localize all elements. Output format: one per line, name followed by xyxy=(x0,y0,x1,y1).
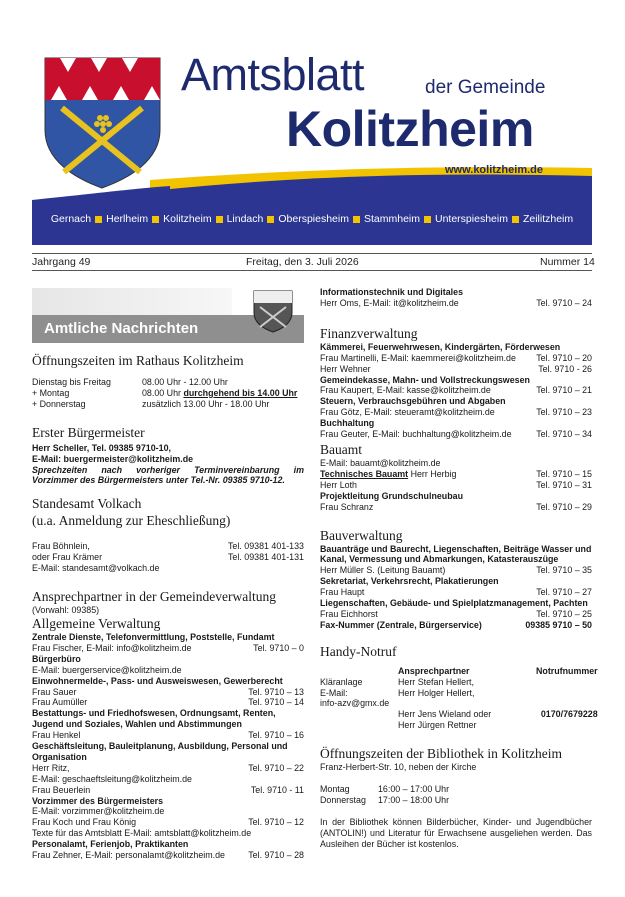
title-kolitzheim: Kolitzheim xyxy=(286,101,534,157)
contact-row xyxy=(32,850,304,861)
contact-row xyxy=(320,480,592,491)
contact-row xyxy=(32,687,304,698)
category-label: Gemeindekasse, Mahn- und Vollstreckungswesen xyxy=(320,374,530,385)
contact-row xyxy=(32,828,304,839)
contact-row xyxy=(32,817,304,828)
contact-row xyxy=(320,609,592,620)
village: Stammheim xyxy=(363,213,420,225)
bib-hours xyxy=(320,784,592,806)
finanz-heading: Finanzverwaltung xyxy=(320,325,418,341)
contact-row xyxy=(320,385,592,396)
divider xyxy=(32,270,592,271)
standesamt-heading: Standesamt Volkach xyxy=(32,496,142,512)
col-header: Ansprechpartner xyxy=(398,665,470,676)
hours-time: 08.00 Uhr xyxy=(142,387,184,398)
issue-date: Freitag, den 3. Juli 2026 xyxy=(246,256,359,268)
standesamt-subheading: (u.a. Anmeldung zur Eheschließung) xyxy=(32,513,231,529)
category-label: Kämmerei, Feuerwehrwesen, Kindergärten, Förderwesen xyxy=(320,341,561,352)
contact-tel: Tel. 9710 – 24 xyxy=(536,297,592,308)
buergermeister-heading: Erster Bürgermeister xyxy=(32,424,145,440)
category-label: Bürgerbüro xyxy=(32,653,81,664)
square-icon xyxy=(152,216,159,223)
hours-time: 08.00 Uhr - 12.00 Uhr xyxy=(142,377,228,387)
contact-name: Frau Kaupert, E-Mail: kasse@kolitzheim.de xyxy=(320,385,491,396)
bauverw-list xyxy=(320,544,592,631)
hours-time: zusätzlich 13.00 Uhr - 18.00 Uhr xyxy=(142,398,270,409)
section-banner-title: Amtliche Nachrichten xyxy=(44,320,199,337)
square-icon xyxy=(267,216,274,223)
bauamt-email[interactable]: E-Mail: bauamt@kolitzheim.de xyxy=(320,457,441,468)
contact-tel: Tel. 9710 – 16 xyxy=(248,730,304,741)
contact-tel: 09385 9710 – 50 xyxy=(525,619,592,630)
ansprech-list xyxy=(32,632,304,861)
contact-tel: Tel. 9710 – 34 xyxy=(536,429,592,440)
contact-row xyxy=(320,620,592,631)
buergermeister-note: Sprechzeiten nach vorheriger Terminvereinbarung im Vorzimmer des Bürgermeisters unter Tel.-Nr. 09385 9710-12. xyxy=(32,464,304,486)
contact-tel: Tel. 9710 - 11 xyxy=(250,784,304,795)
contact-row xyxy=(32,643,304,654)
category-label: Bestattungs- und Friedhofswesen, Ordnungsamt, Renten, Jugend und Soziales, Wahlen und Abstimmungen xyxy=(32,708,276,730)
rathaus-heading: Öffnungszeiten im Rathaus Kolitzheim xyxy=(32,353,244,368)
ansprech-heading: Ansprechpartner in der Gemeindeverwaltung xyxy=(32,589,277,605)
contact-name: Frau Götz, E-Mail: steueramt@kolitzheim.de xyxy=(320,407,495,418)
title-amtsblatt: Amtsblatt xyxy=(181,49,365,100)
village: Zeilitzheim xyxy=(522,213,574,225)
category-label: Projektleitung Grundschulneubau xyxy=(320,490,463,501)
contact-name: E-Mail: geschaeftsleitung@kolitzheim.de xyxy=(32,773,192,784)
contact-tel: Tel. 9710 – 27 xyxy=(536,587,592,598)
contact-row xyxy=(32,665,304,676)
contact-tel: Tel. 09381 401-131 xyxy=(228,552,304,563)
contact-tel: Tel. 9710 – 28 xyxy=(248,850,304,861)
contact-row xyxy=(320,407,592,418)
contact-row xyxy=(32,730,304,741)
hours-time: 17:00 – 18:00 Uhr xyxy=(378,795,450,805)
contact-tel: Tel. 9710 – 29 xyxy=(536,501,592,512)
it-heading: Informationstechnik und Digitales xyxy=(320,287,464,297)
category-label: Bauanträge und Baurecht, Liegenschaften, Beiträge Wasser und Kanal, Vermessung und Abmarkungen, Katasterauszüge xyxy=(320,543,592,565)
contact-name: Frau Eichhorst xyxy=(320,608,378,619)
contact-name: Frau Zehner, E-Mail: personalamt@kolitzheim.de xyxy=(32,850,225,861)
col-header: Notrufnummer xyxy=(536,665,598,676)
cell: Herr Holger Hellert, xyxy=(398,687,475,698)
contact-tel: Tel. 9710 – 13 xyxy=(248,686,304,697)
hours-day: Montag xyxy=(320,784,350,795)
contact-name: Texte für das Amtsblatt E-Mail: amtsblatt@kolitzheim.de xyxy=(32,828,252,839)
village: Herlheim xyxy=(106,213,149,225)
standesamt-email[interactable]: E-Mail: standesamt@volkach.de xyxy=(32,563,160,574)
hours-time: 16:00 – 17:00 Uhr xyxy=(378,784,450,795)
contact-tel: Tel. 9710 – 25 xyxy=(536,608,592,619)
category-label: Vorzimmer des Bürgermeisters xyxy=(32,795,164,806)
village-list xyxy=(32,213,592,225)
village: Lindach xyxy=(226,213,264,225)
buergermeister-contact: Herr Scheller, Tel. 09385 9710-10, xyxy=(32,442,171,453)
contact-name: Frau Schranz xyxy=(320,501,374,512)
crest-icon xyxy=(45,58,160,188)
contact-person: Herr Herbig xyxy=(408,468,457,479)
contact-row xyxy=(320,502,592,513)
hours-day: Donnerstag xyxy=(320,795,366,805)
it-row xyxy=(320,298,592,309)
small-crest-icon xyxy=(252,289,294,333)
contact-name: Frau Koch und Frau König xyxy=(32,817,137,828)
square-icon xyxy=(424,216,431,223)
contact-row xyxy=(320,364,592,375)
website-link[interactable]: www.kolitzheim.de xyxy=(445,164,543,176)
issue-number: Nummer 14 xyxy=(540,256,595,268)
contact-row xyxy=(32,697,304,708)
contact-row xyxy=(320,469,592,480)
contact-tel: Tel. 9710 - 26 xyxy=(538,363,592,374)
contact-name: Herr Ritz, xyxy=(32,762,70,773)
rathaus-hours xyxy=(32,377,304,410)
contact-tel: Tel. 9710 – 23 xyxy=(536,407,592,418)
contact-name: Frau Sauer xyxy=(32,686,77,697)
cell: Herr Stefan Hellert, xyxy=(398,676,474,687)
square-icon xyxy=(95,216,102,223)
cell: info-azv@gmx.de xyxy=(320,698,390,709)
contact-name: Frau Geuter, E-Mail: buchhaltung@kolitzheim.de xyxy=(320,429,512,440)
category-label: Zentrale Dienste, Telefonvermittlung, Poststelle, Fundamt xyxy=(32,631,275,642)
contact-tel: Tel. 9710 – 31 xyxy=(536,479,592,490)
cell: Herr Jens Wieland oder xyxy=(398,709,492,720)
contact-name: E-Mail: buergerservice@kolitzheim.de xyxy=(32,664,182,675)
contact-name: Herr Müller S. (Leitung Bauamt) xyxy=(320,565,446,576)
contact-tel: Tel. 9710 – 35 xyxy=(536,565,592,576)
left-column xyxy=(32,352,304,861)
hours-day: Dienstag bis Freitag xyxy=(32,377,111,387)
contact-tel: Tel. 9710 – 14 xyxy=(248,697,304,708)
contact-name: Frau Haupt xyxy=(320,587,365,598)
contact-row xyxy=(320,353,592,364)
contact-row xyxy=(32,785,304,796)
category-label: Sekretariat, Verkehrsrecht, Plakatierungen xyxy=(320,576,499,587)
contact-tel: Tel. 9710 – 20 xyxy=(536,352,592,363)
contact-name xyxy=(320,469,456,480)
contact-tel: Tel. 09381 401-133 xyxy=(228,541,304,552)
category-label: Personalamt, Ferienjob, Praktikanten xyxy=(32,839,189,850)
contact-name: Fax-Nummer (Zentrale, Bürgerservice) xyxy=(320,619,482,630)
contact-name: Frau Böhnlein, xyxy=(32,541,90,552)
standesamt-row xyxy=(32,552,304,563)
contact-tel: Tel. 9710 – 21 xyxy=(536,385,592,396)
category-label: Geschäftsleitung, Bauleitplanung, Ausbildung, Personal und Organisation xyxy=(32,741,288,762)
cell: Kläranlage xyxy=(320,676,363,687)
contact-row xyxy=(320,565,592,576)
hours-extra: durchgehend bis 14.00 Uhr xyxy=(183,387,298,398)
contact-row xyxy=(32,774,304,785)
contact-row xyxy=(32,763,304,774)
title-der-gemeinde: der Gemeinde xyxy=(425,77,546,98)
bib-text: In der Bibliothek können Bilderbücher, Kinder- und Jugendbücher (ANTOLIN!) und Literatur für Erwachsene ausgeliehen werden. Das Ausleihen der Bücher ist kostenlos. xyxy=(320,816,592,849)
contact-tel: Tel. 9710 – 0 xyxy=(253,642,304,653)
category-label: Einwohnermelde-, Pass- und Ausweiswesen, Gewerberecht xyxy=(32,675,283,686)
contact-name: Frau Henkel xyxy=(32,730,81,741)
square-icon xyxy=(512,216,519,223)
allgemeine-heading: Allgemeine Verwaltung xyxy=(32,615,161,631)
contact-name: Frau Aumüller xyxy=(32,697,88,708)
contact-name: Frau Martinelli, E-Mail: kaemmerei@kolitzheim.de xyxy=(320,352,516,363)
bib-heading: Öffnungszeiten der Bibliothek in Kolitzheim xyxy=(320,746,562,762)
buergermeister-email[interactable]: E-Mail: buergermeister@kolitzheim.de xyxy=(32,453,194,464)
category-label: Buchhaltung xyxy=(320,418,375,429)
volume: Jahrgang 49 xyxy=(32,256,91,268)
contact-tel: Tel. 9710 – 15 xyxy=(536,468,592,479)
contact-name: Herr Oms, E-Mail: it@kolitzheim.de xyxy=(320,297,459,308)
standesamt-row xyxy=(32,541,304,552)
contact-row xyxy=(320,587,592,598)
finanz-list xyxy=(320,342,592,440)
hours-day: + Donnerstag xyxy=(32,398,86,409)
village: Unterspiesheim xyxy=(435,213,508,225)
divider xyxy=(32,253,592,254)
bib-address: Franz-Herbert-Str. 10, neben der Kirche xyxy=(320,762,477,773)
right-column xyxy=(320,287,598,850)
bauverw-heading: Bauverwaltung xyxy=(320,527,403,543)
village: Gernach xyxy=(50,213,92,225)
bauamt-list xyxy=(320,469,592,513)
square-icon xyxy=(353,216,360,223)
contact-name: Frau Fischer, E-Mail: info@kolitzheim.de xyxy=(32,642,192,653)
contact-name: Herr Loth xyxy=(320,479,357,490)
banner-fade xyxy=(32,288,232,315)
hours-day: + Montag xyxy=(32,387,70,398)
bauamt-heading: Bauamt xyxy=(320,441,362,457)
handy-heading: Handy-Notruf xyxy=(320,643,397,659)
contact-row xyxy=(32,806,304,817)
handy-table xyxy=(320,665,598,731)
contact-row xyxy=(320,429,592,440)
contact-name: oder Frau Krämer xyxy=(32,552,103,563)
village: Oberspiesheim xyxy=(278,213,349,225)
contact-tel: Tel. 9710 – 12 xyxy=(248,817,304,828)
category-label: Liegenschaften, Gebäude- und Spielplatzmanagement, Pachten xyxy=(320,598,588,609)
village-bar xyxy=(32,205,592,245)
cell: Herr Jürgen Rettner xyxy=(398,720,477,731)
contact-name: Herr Wehner xyxy=(320,363,371,374)
vorwahl: (Vorwahl: 09385) xyxy=(32,605,100,616)
village: Kolitzheim xyxy=(163,213,212,225)
department-label: Technisches Bauamt xyxy=(320,468,409,479)
contact-tel: Tel. 9710 – 22 xyxy=(248,762,304,773)
notruf-number: 0170/7679228 xyxy=(540,709,598,720)
cell: E-Mail: xyxy=(320,687,348,698)
category-label: Steuern, Verbrauchsgebühren und Abgaben xyxy=(320,396,506,407)
square-icon xyxy=(216,216,223,223)
contact-name: Frau Beuerlein xyxy=(32,784,91,795)
contact-name: E-Mail: vorzimmer@kolitzheim.de xyxy=(32,806,165,817)
